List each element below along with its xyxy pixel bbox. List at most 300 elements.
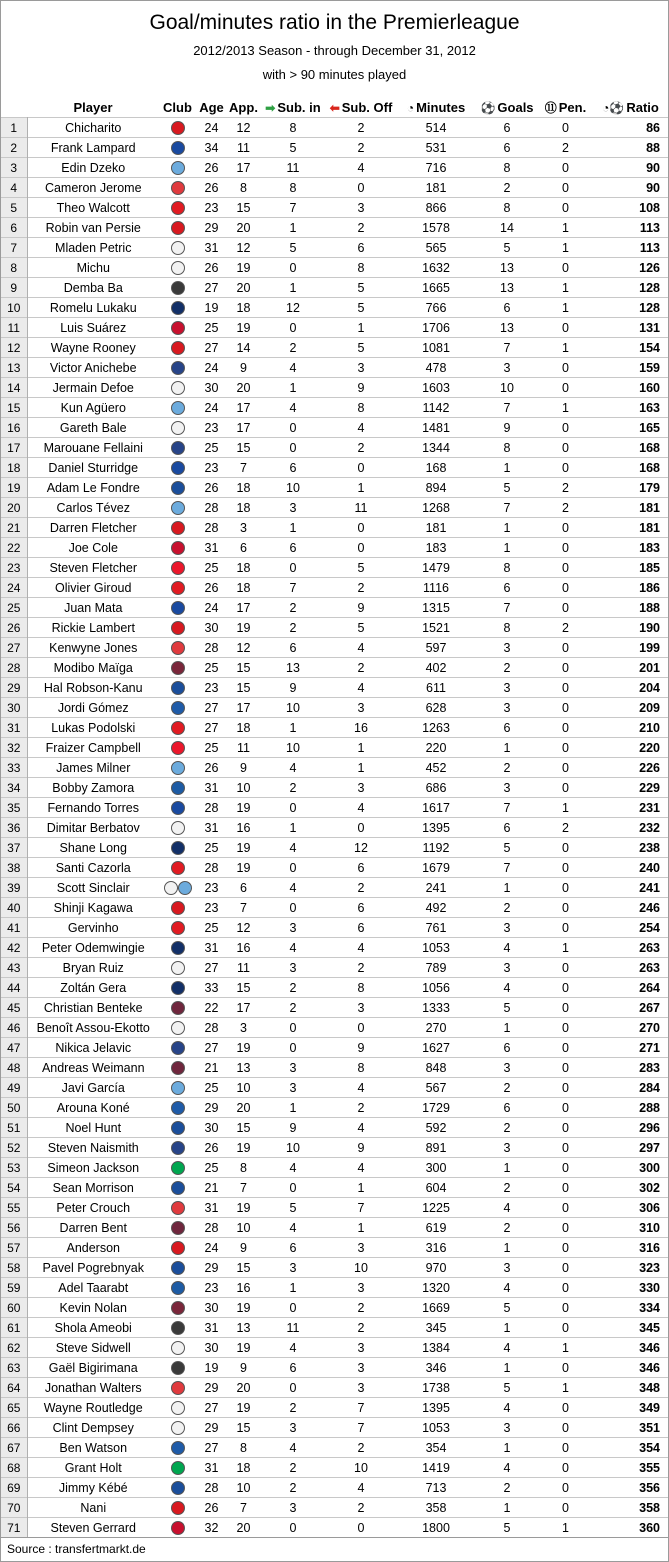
cell-club (159, 1478, 196, 1498)
cell-age: 33 (196, 978, 227, 998)
cell-age: 28 (196, 498, 227, 518)
cell-pen: 0 (538, 738, 593, 758)
cell-age: 26 (196, 178, 227, 198)
cell-ratio: 181 (593, 518, 668, 538)
cell-sub-in: 4 (260, 838, 326, 858)
cell-sub-off: 6 (326, 238, 396, 258)
cell-club (159, 1498, 196, 1518)
cell-minutes: 270 (396, 1018, 476, 1038)
cell-goals: 6 (476, 1038, 538, 1058)
ball-icon: ⚽ (480, 100, 496, 115)
cell-player: Kevin Nolan (27, 1298, 159, 1318)
club-crest-icon (171, 681, 185, 695)
penalty-11-icon: ⑪ (544, 100, 557, 115)
cell-ratio: 351 (593, 1418, 668, 1438)
club-crest-icon (171, 441, 185, 455)
cell-sub-in: 6 (260, 1358, 326, 1378)
header-club: Club (163, 99, 192, 115)
club-crest-icon (171, 381, 185, 395)
cell-pen: 0 (538, 1078, 593, 1098)
cell-rank: 12 (1, 338, 27, 358)
cell-player: Hal Robson-Kanu (27, 678, 159, 698)
cell-ratio: 238 (593, 838, 668, 858)
cell-player: Dimitar Berbatov (27, 818, 159, 838)
cell-sub-off: 2 (326, 1498, 396, 1518)
club-crest-icon (171, 1501, 185, 1515)
cell-sub-off: 2 (326, 1098, 396, 1118)
cell-minutes: 492 (396, 898, 476, 918)
cell-goals: 1 (476, 738, 538, 758)
cell-player: Rickie Lambert (27, 618, 159, 638)
club-crest-icon (171, 1321, 185, 1335)
cell-goals: 3 (476, 1058, 538, 1078)
cell-club (159, 778, 196, 798)
cell-sub-off: 3 (326, 1358, 396, 1378)
cell-sub-off: 2 (326, 438, 396, 458)
cell-ratio: 283 (593, 1058, 668, 1078)
cell-app: 6 (227, 538, 260, 558)
cell-minutes: 1192 (396, 838, 476, 858)
cell-rank: 47 (1, 1038, 27, 1058)
cell-sub-off: 1 (326, 738, 396, 758)
cell-pen: 0 (538, 258, 593, 278)
club-crest-icon (171, 1121, 185, 1135)
cell-app: 19 (227, 1038, 260, 1058)
cell-pen: 0 (538, 1098, 593, 1118)
cell-app: 11 (227, 738, 260, 758)
cell-player: Santi Cazorla (27, 858, 159, 878)
cell-goals: 1 (476, 1318, 538, 1338)
cell-age: 34 (196, 138, 227, 158)
cell-age: 23 (196, 1278, 227, 1298)
cell-minutes: 1669 (396, 1298, 476, 1318)
cell-age: 21 (196, 1178, 227, 1198)
cell-pen: 0 (538, 1458, 593, 1478)
cell-sub-in: 10 (260, 738, 326, 758)
cell-app: 18 (227, 298, 260, 318)
cell-club (159, 258, 196, 278)
cell-ratio: 300 (593, 1158, 668, 1178)
cell-age: 30 (196, 1298, 227, 1318)
cell-age: 25 (196, 318, 227, 338)
cell-goals: 8 (476, 618, 538, 638)
cell-goals: 5 (476, 238, 538, 258)
cell-rank: 15 (1, 398, 27, 418)
cell-sub-in: 0 (260, 558, 326, 578)
cell-app: 17 (227, 998, 260, 1018)
cell-age: 23 (196, 678, 227, 698)
cell-rank: 67 (1, 1438, 27, 1458)
club-crest-icon (171, 341, 185, 355)
cell-rank: 50 (1, 1098, 27, 1118)
cell-goals: 4 (476, 1398, 538, 1418)
cell-sub-in: 8 (260, 118, 326, 138)
cell-rank: 21 (1, 518, 27, 538)
ratio-table (1, 97, 668, 1538)
club-crest-icon (171, 801, 185, 815)
source-note: Source : transfertmarkt.de (7, 1542, 146, 1556)
cell-age: 32 (196, 1518, 227, 1538)
cell-ratio: 113 (593, 238, 668, 258)
cell-ratio: 356 (593, 1478, 668, 1498)
club-crest-icon (171, 221, 185, 235)
cell-ratio: 220 (593, 738, 668, 758)
cell-sub-off: 3 (326, 998, 396, 1018)
table-row (1, 598, 668, 618)
cell-club (159, 1238, 196, 1258)
cell-age: 23 (196, 898, 227, 918)
cell-app: 17 (227, 698, 260, 718)
club-crest-icon (171, 241, 185, 255)
club-crest-icon (171, 501, 185, 515)
cell-age: 27 (196, 698, 227, 718)
cell-pen: 0 (538, 438, 593, 458)
table-row (1, 158, 668, 178)
cell-rank: 39 (1, 878, 27, 898)
cell-age: 22 (196, 998, 227, 1018)
cell-club (159, 658, 196, 678)
cell-pen: 0 (538, 658, 593, 678)
cell-ratio: 179 (593, 478, 668, 498)
cell-goals: 3 (476, 638, 538, 658)
cell-pen: 0 (538, 1298, 593, 1318)
table-row (1, 1358, 668, 1378)
cell-minutes: 183 (396, 538, 476, 558)
table-row (1, 638, 668, 658)
cell-club (159, 1338, 196, 1358)
cell-age: 30 (196, 378, 227, 398)
cell-rank: 17 (1, 438, 27, 458)
cell-app: 8 (227, 1438, 260, 1458)
club-crest-icon (171, 481, 185, 495)
cell-minutes: 1344 (396, 438, 476, 458)
cell-sub-off: 2 (326, 658, 396, 678)
cell-club (159, 678, 196, 698)
cell-sub-in: 1 (260, 1098, 326, 1118)
table-row (1, 798, 668, 818)
cell-ratio: 306 (593, 1198, 668, 1218)
cell-sub-in: 5 (260, 1198, 326, 1218)
cell-app: 9 (227, 758, 260, 778)
cell-rank: 70 (1, 1498, 27, 1518)
cell-club (159, 338, 196, 358)
cell-rank: 45 (1, 998, 27, 1018)
cell-club (159, 1358, 196, 1378)
cell-minutes: 1632 (396, 258, 476, 278)
cell-sub-in: 3 (260, 498, 326, 518)
cell-sub-in: 5 (260, 138, 326, 158)
table-row (1, 1138, 668, 1158)
cell-sub-off: 9 (326, 598, 396, 618)
cell-club (159, 1278, 196, 1298)
cell-minutes: 1333 (396, 998, 476, 1018)
table-row (1, 178, 668, 198)
table-row (1, 718, 668, 738)
cell-sub-in: 3 (260, 918, 326, 938)
cell-club (159, 498, 196, 518)
cell-goals: 4 (476, 1458, 538, 1478)
cell-app: 12 (227, 918, 260, 938)
cell-pen: 0 (538, 978, 593, 998)
cell-sub-off: 0 (326, 1518, 396, 1538)
table-row (1, 1198, 668, 1218)
table-row (1, 878, 668, 898)
cell-player: Olivier Giroud (27, 578, 159, 598)
cell-goals: 2 (476, 758, 538, 778)
cell-rank: 20 (1, 498, 27, 518)
cell-goals: 14 (476, 218, 538, 238)
cell-ratio: 323 (593, 1258, 668, 1278)
cell-age: 25 (196, 558, 227, 578)
cell-age: 27 (196, 1038, 227, 1058)
cell-ratio: 346 (593, 1338, 668, 1358)
cell-minutes: 592 (396, 1118, 476, 1138)
cell-sub-in: 12 (260, 298, 326, 318)
table-row (1, 318, 668, 338)
club-crest-icon (171, 281, 185, 295)
cell-sub-in: 2 (260, 778, 326, 798)
cell-player: Juan Mata (27, 598, 159, 618)
cell-minutes: 478 (396, 358, 476, 378)
cell-rank: 22 (1, 538, 27, 558)
cell-sub-in: 3 (260, 1258, 326, 1278)
table-row (1, 1478, 668, 1498)
cell-player: Marouane Fellaini (27, 438, 159, 458)
cell-rank: 46 (1, 1018, 27, 1038)
cell-sub-in: 4 (260, 1158, 326, 1178)
cell-minutes: 1729 (396, 1098, 476, 1118)
cell-pen: 0 (538, 998, 593, 1018)
club-crest-icon (171, 1301, 185, 1315)
cell-club (159, 378, 196, 398)
cell-rank: 16 (1, 418, 27, 438)
cell-rank: 26 (1, 618, 27, 638)
cell-sub-off: 11 (326, 498, 396, 518)
cell-age: 25 (196, 658, 227, 678)
cell-sub-off: 10 (326, 1258, 396, 1278)
club-crest-icon (171, 1481, 185, 1495)
cell-player: Peter Crouch (27, 1198, 159, 1218)
cell-age: 31 (196, 538, 227, 558)
cell-ratio: 349 (593, 1398, 668, 1418)
cell-player: Darren Bent (27, 1218, 159, 1238)
table-row (1, 578, 668, 598)
cell-minutes: 619 (396, 1218, 476, 1238)
club-crest-icon (171, 1261, 185, 1275)
cell-sub-off: 2 (326, 138, 396, 158)
cell-ratio: 209 (593, 698, 668, 718)
cell-sub-off: 3 (326, 358, 396, 378)
cell-goals: 5 (476, 1518, 538, 1538)
table-row (1, 118, 668, 138)
cell-sub-in: 1 (260, 218, 326, 238)
cell-app: 10 (227, 1218, 260, 1238)
cell-age: 30 (196, 1118, 227, 1138)
table-row (1, 1058, 668, 1078)
cell-club (159, 158, 196, 178)
cell-pen: 0 (538, 1318, 593, 1338)
cell-ratio: 297 (593, 1138, 668, 1158)
cell-ratio: 165 (593, 418, 668, 438)
cell-club (159, 898, 196, 918)
cell-app: 6 (227, 878, 260, 898)
cell-app: 19 (227, 1198, 260, 1218)
table-row (1, 378, 668, 398)
cell-minutes: 1116 (396, 578, 476, 598)
cell-goals: 8 (476, 198, 538, 218)
cell-goals: 5 (476, 1378, 538, 1398)
cell-minutes: 1395 (396, 818, 476, 838)
cell-rank: 59 (1, 1278, 27, 1298)
cell-sub-off: 1 (326, 318, 396, 338)
cell-age: 24 (196, 118, 227, 138)
cell-player: Darren Fletcher (27, 518, 159, 538)
cell-goals: 2 (476, 658, 538, 678)
cell-sub-in: 2 (260, 598, 326, 618)
cell-pen: 1 (538, 278, 593, 298)
cell-pen: 0 (538, 778, 593, 798)
cell-app: 3 (227, 1018, 260, 1038)
cell-sub-off: 7 (326, 1418, 396, 1438)
club-crest-icon (164, 881, 178, 895)
cell-pen: 0 (538, 1038, 593, 1058)
header-rank (1, 97, 27, 118)
cell-player: Adam Le Fondre (27, 478, 159, 498)
cell-rank: 54 (1, 1178, 27, 1198)
table-row (1, 758, 668, 778)
cell-club (159, 418, 196, 438)
table-row (1, 1018, 668, 1038)
cell-pen: 2 (538, 498, 593, 518)
cell-sub-off: 5 (326, 278, 396, 298)
cell-app: 20 (227, 1518, 260, 1538)
cell-pen: 0 (538, 898, 593, 918)
cell-pen: 0 (538, 958, 593, 978)
cell-goals: 1 (476, 1018, 538, 1038)
header-sub-in: ➡ Sub. in (265, 99, 321, 115)
cell-pen: 0 (538, 1278, 593, 1298)
table-row (1, 1458, 668, 1478)
cell-app: 18 (227, 718, 260, 738)
cell-minutes: 354 (396, 1438, 476, 1458)
cell-ratio: 201 (593, 658, 668, 678)
cell-sub-off: 0 (326, 178, 396, 198)
cell-sub-off: 12 (326, 838, 396, 858)
cell-player: Daniel Sturridge (27, 458, 159, 478)
club-crest-icon (171, 181, 185, 195)
cell-app: 18 (227, 558, 260, 578)
cell-goals: 1 (476, 1158, 538, 1178)
cell-player: Theo Walcott (27, 198, 159, 218)
cell-player: Arouna Koné (27, 1098, 159, 1118)
cell-rank: 58 (1, 1258, 27, 1278)
cell-app: 13 (227, 1058, 260, 1078)
cell-goals: 7 (476, 858, 538, 878)
cell-sub-in: 0 (260, 1038, 326, 1058)
cell-ratio: 263 (593, 958, 668, 978)
cell-club (159, 1318, 196, 1338)
cell-app: 18 (227, 1458, 260, 1478)
cell-app: 19 (227, 858, 260, 878)
cell-age: 25 (196, 438, 227, 458)
header-minutes: ◔ Minutes (406, 99, 466, 115)
cell-player: Adel Taarabt (27, 1278, 159, 1298)
cell-ratio: 296 (593, 1118, 668, 1138)
cell-club (159, 838, 196, 858)
cell-rank: 7 (1, 238, 27, 258)
cell-minutes: 1419 (396, 1458, 476, 1478)
cell-pen: 0 (538, 318, 593, 338)
cell-goals: 8 (476, 438, 538, 458)
cell-rank: 3 (1, 158, 27, 178)
cell-age: 26 (196, 758, 227, 778)
cell-player: Shinji Kagawa (27, 898, 159, 918)
table-row (1, 278, 668, 298)
cell-sub-in: 4 (260, 1338, 326, 1358)
club-crest-icon (171, 541, 185, 555)
cell-minutes: 1800 (396, 1518, 476, 1538)
club-crest-icon (171, 421, 185, 435)
cell-ratio: 360 (593, 1518, 668, 1538)
cell-minutes: 848 (396, 1058, 476, 1078)
club-crest-icon (171, 581, 185, 595)
cell-pen: 1 (538, 938, 593, 958)
cell-ratio: 310 (593, 1218, 668, 1238)
cell-sub-off: 5 (326, 558, 396, 578)
red-left-arrow-icon: ⬅ (329, 100, 340, 115)
table-body (1, 118, 668, 1538)
club-crest-icon (171, 1361, 185, 1375)
cell-app: 7 (227, 458, 260, 478)
cell-app: 10 (227, 1478, 260, 1498)
cell-club (159, 618, 196, 638)
cell-minutes: 1225 (396, 1198, 476, 1218)
cell-sub-in: 3 (260, 1418, 326, 1438)
cell-player: Fernando Torres (27, 798, 159, 818)
cell-sub-off: 8 (326, 258, 396, 278)
cell-app: 16 (227, 938, 260, 958)
cell-app: 11 (227, 138, 260, 158)
cell-minutes: 716 (396, 158, 476, 178)
cell-sub-off: 3 (326, 198, 396, 218)
cell-minutes: 1521 (396, 618, 476, 638)
cell-age: 31 (196, 818, 227, 838)
cell-sub-off: 0 (326, 538, 396, 558)
cell-app: 15 (227, 1258, 260, 1278)
club-crest-icon (171, 761, 185, 775)
cell-sub-in: 6 (260, 538, 326, 558)
cell-goals: 4 (476, 938, 538, 958)
cell-pen: 0 (538, 1138, 593, 1158)
cell-club (159, 798, 196, 818)
cell-pen: 0 (538, 1158, 593, 1178)
cell-ratio: 355 (593, 1458, 668, 1478)
cell-rank: 6 (1, 218, 27, 238)
cell-player: Andreas Weimann (27, 1058, 159, 1078)
cell-sub-off: 4 (326, 1118, 396, 1138)
cell-club (159, 1218, 196, 1238)
cell-sub-off: 9 (326, 1138, 396, 1158)
cell-player: Zoltán Gera (27, 978, 159, 998)
club-crest-icon (171, 981, 185, 995)
cell-goals: 5 (476, 478, 538, 498)
cell-player: Kun Agüero (27, 398, 159, 418)
cell-sub-off: 2 (326, 1438, 396, 1458)
cell-goals: 7 (476, 598, 538, 618)
cell-sub-in: 4 (260, 758, 326, 778)
cell-pen: 0 (538, 1198, 593, 1218)
cell-minutes: 181 (396, 178, 476, 198)
